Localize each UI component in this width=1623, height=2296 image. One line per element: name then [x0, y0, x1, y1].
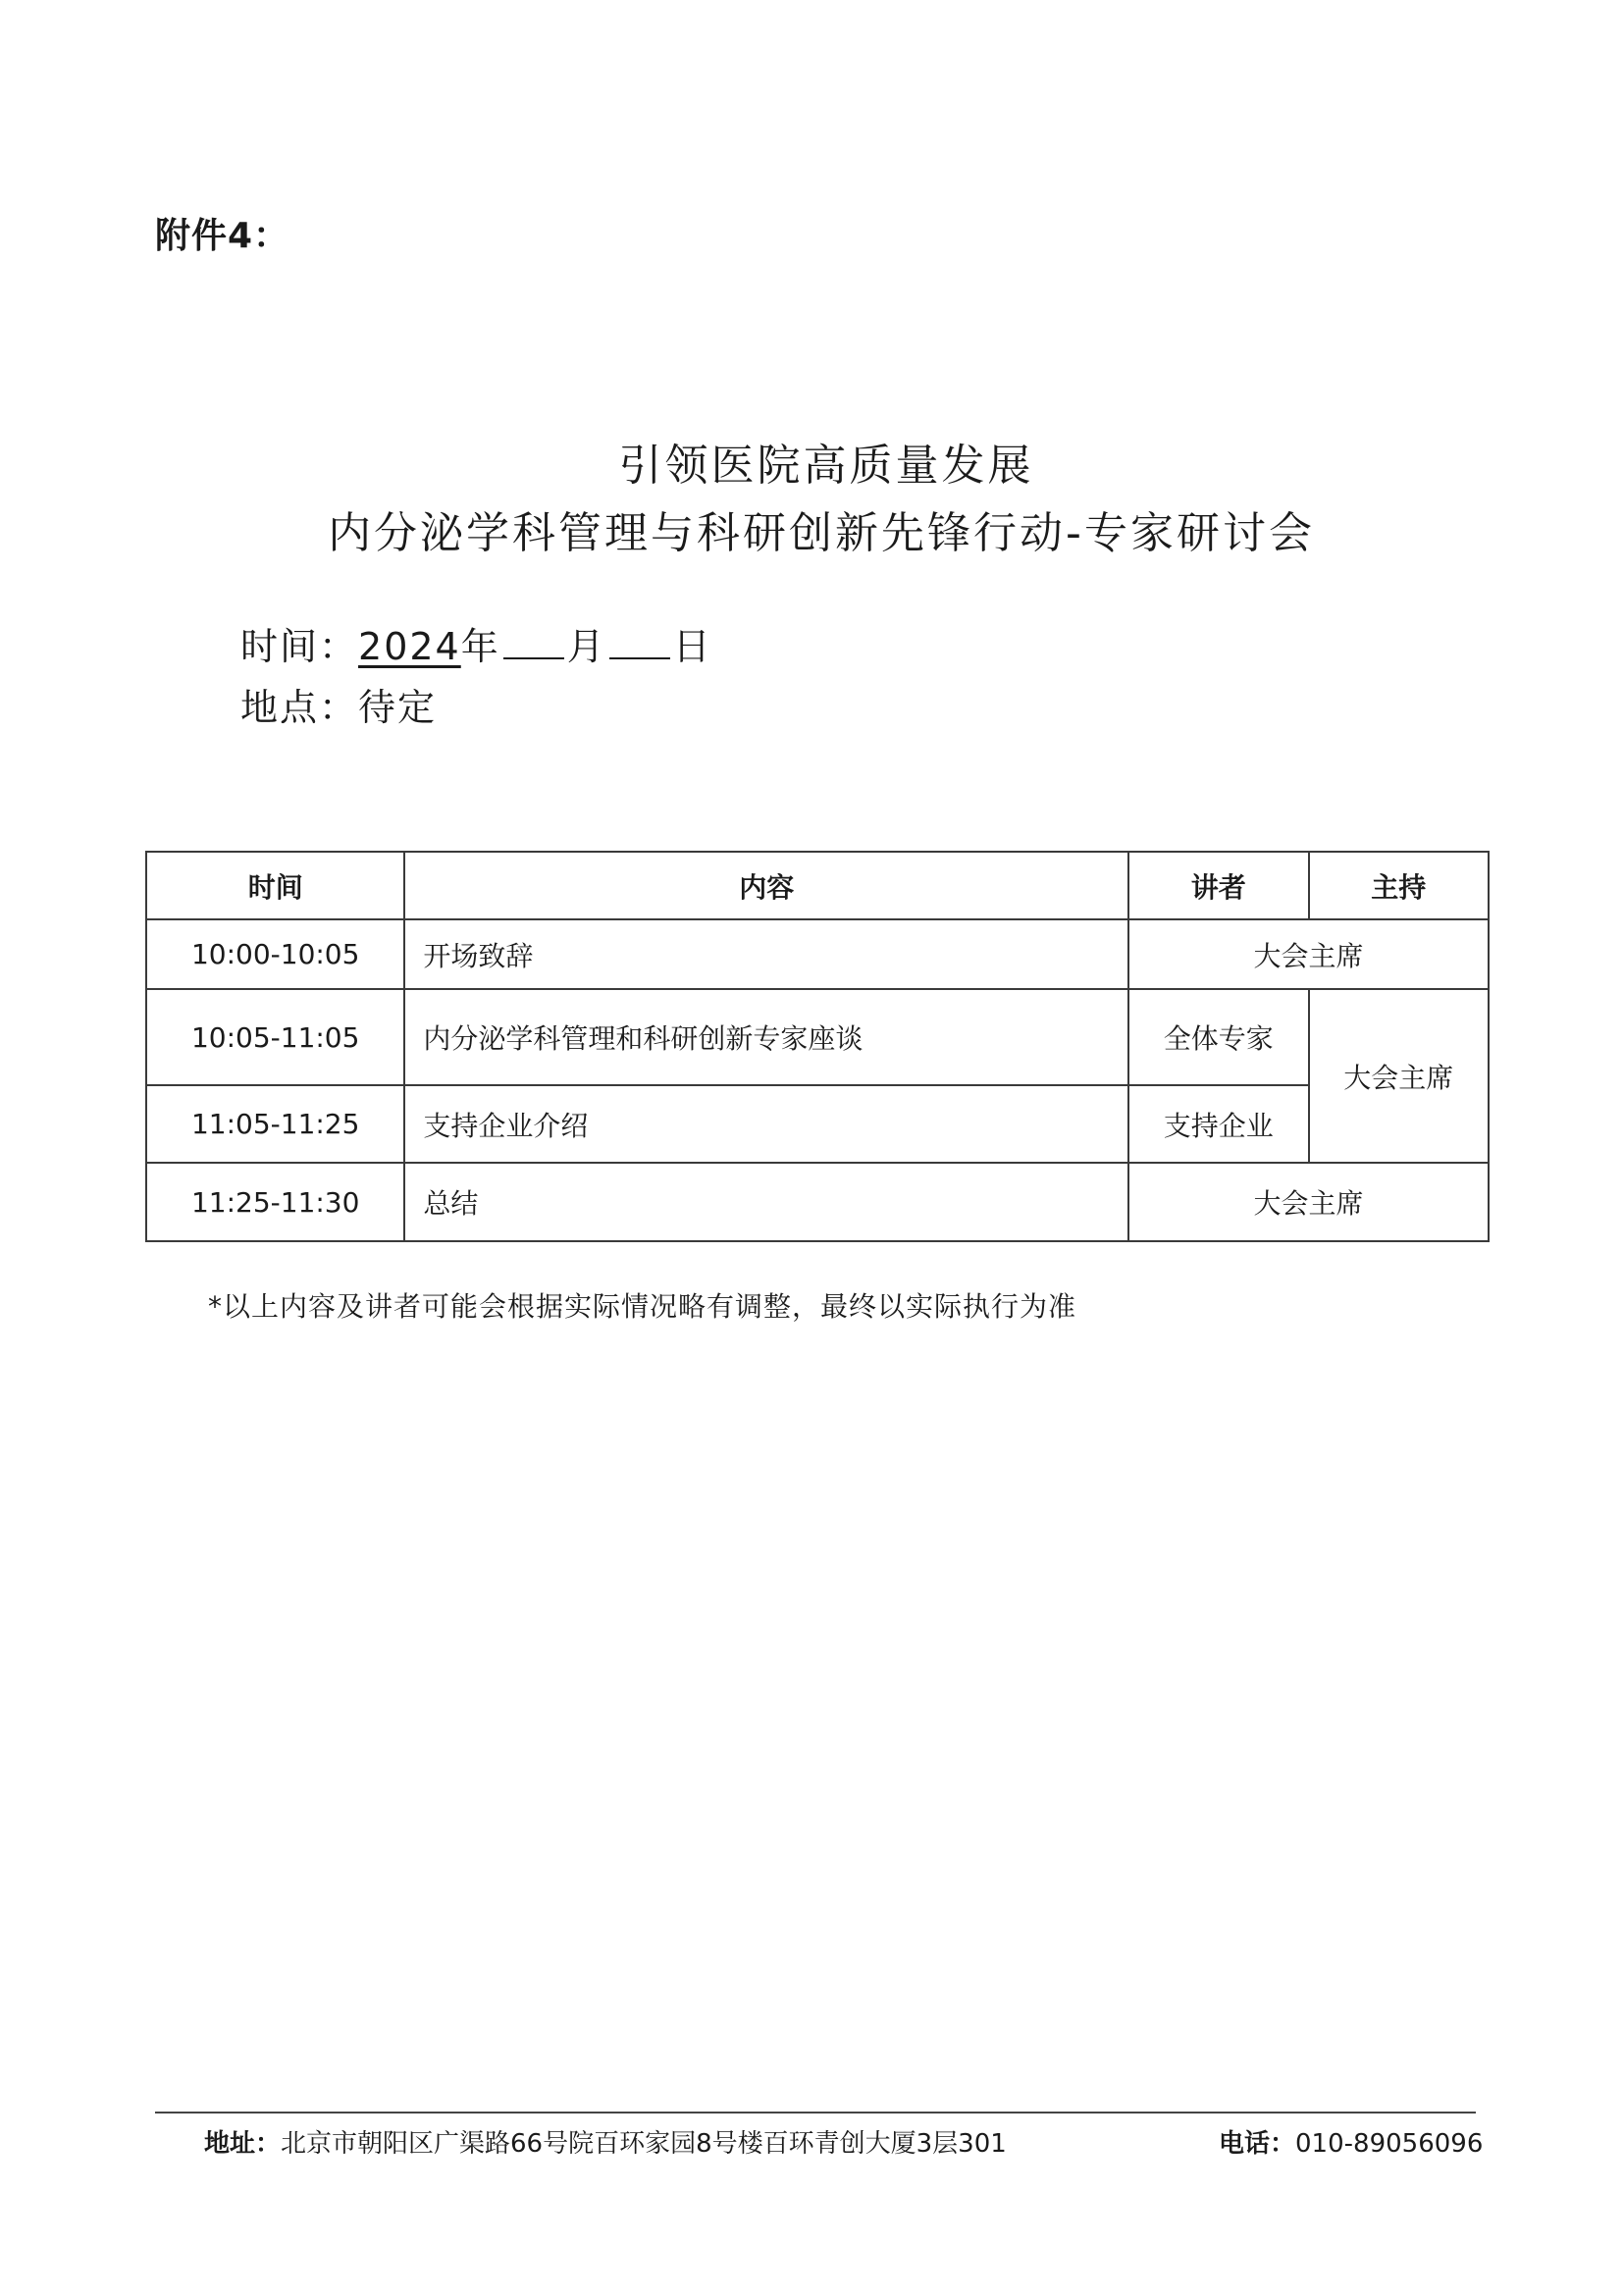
- header-time: 时间: [146, 852, 404, 919]
- row-content: 内分泌学科管理和科研创新专家座谈: [404, 989, 1128, 1085]
- row-speaker-host: 大会主席: [1128, 919, 1489, 989]
- row-speaker-host: 大会主席: [1128, 1163, 1489, 1241]
- day-suffix: 日: [672, 625, 712, 668]
- address-label: 地址：: [204, 2129, 282, 2159]
- row-time: 11:25-11:30: [146, 1163, 404, 1241]
- month-blank: [503, 628, 564, 659]
- document-title-line1: 引领医院高质量发展: [618, 441, 1034, 491]
- attachment-label: 附件4：: [155, 216, 290, 256]
- row-time: 10:00-10:05: [146, 919, 404, 989]
- table-header-row: [146, 852, 1489, 919]
- day-blank: [609, 628, 670, 659]
- header-content: 内容: [404, 852, 1128, 919]
- location-value: 待定: [358, 686, 438, 729]
- document-title-line2: 内分泌学科管理与科研创新先锋行动-专家研讨会: [328, 508, 1315, 558]
- row-content: 总结: [404, 1163, 1128, 1241]
- header-host: 主持: [1309, 852, 1490, 919]
- schedule-table: [145, 851, 1490, 1242]
- adjustment-note: *以上内容及讲者可能会根据实际情况略有调整，最终以实际执行为准: [208, 1290, 1077, 1323]
- table-row: [146, 919, 1489, 989]
- location-label: 地点：: [240, 686, 359, 729]
- month-suffix: 月: [566, 625, 606, 668]
- header-speaker: 讲者: [1128, 852, 1308, 919]
- footer-phone: [1219, 2123, 1483, 2160]
- table-row: [146, 989, 1489, 1085]
- table-row: [146, 1085, 1489, 1163]
- row-content: 开场致辞: [404, 919, 1128, 989]
- row-content: 支持企业介绍: [404, 1085, 1128, 1163]
- row-speaker: 支持企业: [1128, 1085, 1308, 1163]
- phone-value: 010-89056096: [1295, 2129, 1484, 2159]
- meeting-location: [240, 677, 437, 731]
- phone-label: 电话：: [1219, 2129, 1296, 2159]
- row-time: 10:05-11:05: [146, 989, 404, 1085]
- address-value: 北京市朝阳区广渠路66号院百环家园8号楼百环青创大厦3层301: [281, 2129, 1007, 2159]
- time-label: 时间：: [240, 625, 359, 668]
- table-row: [146, 1163, 1489, 1241]
- row-speaker: 全体专家: [1128, 989, 1308, 1085]
- footer-divider: [155, 2112, 1476, 2113]
- year-suffix: 年: [460, 625, 500, 668]
- footer-address: [204, 2123, 1007, 2160]
- row-time: 11:05-11:25: [146, 1085, 404, 1163]
- meeting-time: [240, 616, 712, 670]
- merged-host: 大会主席: [1309, 989, 1490, 1163]
- time-year: 2024: [358, 625, 461, 668]
